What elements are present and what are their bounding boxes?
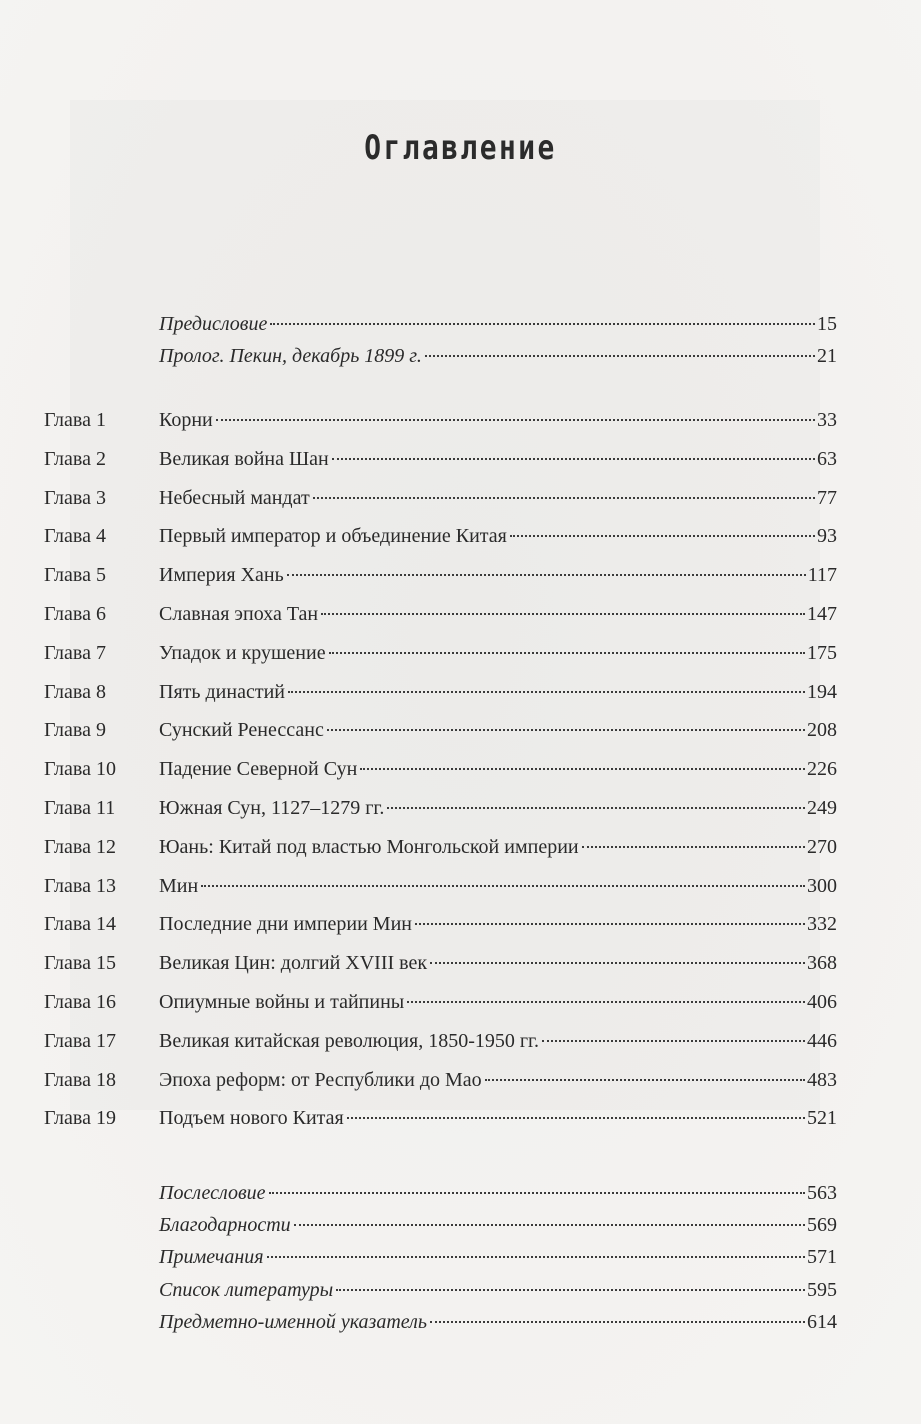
page-number: 226 xyxy=(807,758,837,780)
chapter-label: Глава 7 xyxy=(44,642,106,664)
toc-entry xyxy=(159,560,837,590)
dot-leader xyxy=(321,613,805,615)
page-number: 483 xyxy=(807,1069,837,1091)
toc-chapter-row xyxy=(0,793,921,823)
toc-chapter-row xyxy=(0,599,921,629)
toc-chapter-row xyxy=(0,987,921,1017)
page-number: 175 xyxy=(807,642,837,664)
toc-back-matter-row xyxy=(0,1242,921,1272)
chapter-label: Глава 13 xyxy=(44,875,116,897)
page-number: 21 xyxy=(817,345,837,367)
toc-entry xyxy=(159,341,837,371)
entry-title: Южная Сун, 1127–1279 гг. xyxy=(159,797,385,819)
chapter-label: Глава 19 xyxy=(44,1107,116,1129)
toc-entry xyxy=(159,1210,837,1240)
dot-leader xyxy=(415,923,805,925)
toc-entry xyxy=(159,1242,837,1272)
page-number: 300 xyxy=(807,875,837,897)
dot-leader xyxy=(287,574,806,576)
dot-leader xyxy=(216,419,815,421)
entry-title: Послесловие xyxy=(159,1182,266,1204)
entry-title: Подъем нового Китая xyxy=(159,1107,344,1129)
chapter-label: Глава 4 xyxy=(44,525,106,547)
dot-leader xyxy=(360,768,805,770)
toc-front-matter-row xyxy=(0,341,921,371)
chapter-label: Глава 12 xyxy=(44,836,116,858)
page-number: 595 xyxy=(807,1279,837,1301)
entry-title: Великая китайская революция, 1850-1950 гг. xyxy=(159,1030,539,1052)
entry-title: Пять династий xyxy=(159,681,285,703)
chapter-label: Глава 6 xyxy=(44,603,106,625)
entry-title: Великая Цин: долгий XVIII век xyxy=(159,952,428,974)
chapter-label: Глава 10 xyxy=(44,758,116,780)
page-number: 521 xyxy=(807,1107,837,1129)
dot-leader xyxy=(269,1192,805,1194)
toc-entry xyxy=(159,1103,837,1133)
dot-leader xyxy=(542,1040,805,1042)
entry-title: Мин xyxy=(159,875,199,897)
dot-leader xyxy=(294,1224,805,1226)
page-number: 15 xyxy=(817,313,837,335)
page-number: 406 xyxy=(807,991,837,1013)
entry-title: Первый император и объединение Китая xyxy=(159,525,507,547)
entry-title: Упадок и крушение xyxy=(159,642,326,664)
page-number: 571 xyxy=(807,1246,837,1268)
toc-entry xyxy=(159,871,837,901)
entry-title: Славная эпоха Тан xyxy=(159,603,319,625)
toc-entry xyxy=(159,987,837,1017)
dot-leader xyxy=(387,807,805,809)
toc-chapter-row xyxy=(0,444,921,474)
chapter-label: Глава 17 xyxy=(44,1030,116,1052)
toc-chapter-row xyxy=(0,1103,921,1133)
toc-chapter-row xyxy=(0,1026,921,1056)
toc-chapter-row xyxy=(0,909,921,939)
toc-entry xyxy=(159,309,837,339)
toc-back-matter-row xyxy=(0,1210,921,1240)
dot-leader xyxy=(425,355,815,357)
toc-chapter-row xyxy=(0,715,921,745)
dot-leader xyxy=(313,497,815,499)
toc-back-matter-row xyxy=(0,1307,921,1337)
dot-leader xyxy=(347,1117,805,1119)
toc-entry xyxy=(159,444,837,474)
entry-title: Падение Северной Сун xyxy=(159,758,358,780)
entry-title: Список литературы xyxy=(159,1279,334,1301)
page-number: 93 xyxy=(817,525,837,547)
toc-entry xyxy=(159,677,837,707)
page-number: 117 xyxy=(807,564,837,586)
dot-leader xyxy=(201,885,805,887)
entry-title: Великая война Шан xyxy=(159,448,329,470)
toc-entry xyxy=(159,405,837,435)
toc-back-matter-row xyxy=(0,1178,921,1208)
page-number: 332 xyxy=(807,913,837,935)
chapter-label: Глава 1 xyxy=(44,409,106,431)
dot-leader xyxy=(407,1001,805,1003)
toc-entry xyxy=(159,948,837,978)
toc-chapter-row xyxy=(0,832,921,862)
toc-entry xyxy=(159,909,837,939)
page-number: 77 xyxy=(817,487,837,509)
dot-leader xyxy=(270,323,815,325)
dot-leader xyxy=(430,1321,805,1323)
toc-entry xyxy=(159,521,837,551)
toc-chapter-row xyxy=(0,754,921,784)
dot-leader xyxy=(288,691,805,693)
entry-title: Небесный мандат xyxy=(159,487,310,509)
entry-title: Опиумные войны и тайпины xyxy=(159,991,405,1013)
page-number: 368 xyxy=(807,952,837,974)
toc-entry xyxy=(159,483,837,513)
dot-leader xyxy=(485,1079,805,1081)
chapter-label: Глава 3 xyxy=(44,487,106,509)
dot-leader xyxy=(332,458,815,460)
page-number: 194 xyxy=(807,681,837,703)
toc-entry xyxy=(159,715,837,745)
toc-entry xyxy=(159,1065,837,1095)
page-number: 270 xyxy=(807,836,837,858)
page-number: 563 xyxy=(807,1182,837,1204)
toc-entry xyxy=(159,754,837,784)
dot-leader xyxy=(430,962,805,964)
toc-entry xyxy=(159,1026,837,1056)
chapter-label: Глава 11 xyxy=(44,797,116,819)
toc-chapter-row xyxy=(0,948,921,978)
toc-front-matter-row xyxy=(0,309,921,339)
chapter-label: Глава 9 xyxy=(44,719,106,741)
page-number: 446 xyxy=(807,1030,837,1052)
dot-leader xyxy=(329,652,805,654)
entry-title: Эпоха реформ: от Республики до Мао xyxy=(159,1069,482,1091)
page-number: 208 xyxy=(807,719,837,741)
toc-chapter-row xyxy=(0,521,921,551)
toc-entry xyxy=(159,1178,837,1208)
entry-title: Юань: Китай под властью Монгольской империи xyxy=(159,836,579,858)
dot-leader xyxy=(327,729,805,731)
entry-title: Пролог. Пекин, декабрь 1899 г. xyxy=(159,345,422,367)
chapter-label: Глава 15 xyxy=(44,952,116,974)
dot-leader xyxy=(336,1289,805,1291)
toc-chapter-row xyxy=(0,483,921,513)
entry-title: Благодарности xyxy=(159,1214,291,1236)
page-number: 249 xyxy=(807,797,837,819)
toc-chapter-row xyxy=(0,677,921,707)
toc-chapter-row xyxy=(0,1065,921,1095)
chapter-label: Глава 8 xyxy=(44,681,106,703)
dot-leader xyxy=(267,1256,805,1258)
page-number: 33 xyxy=(817,409,837,431)
page-number: 147 xyxy=(807,603,837,625)
toc-entry xyxy=(159,1307,837,1337)
entry-title: Корни xyxy=(159,409,213,431)
entry-title: Последние дни империи Мин xyxy=(159,913,412,935)
chapter-label: Глава 5 xyxy=(44,564,106,586)
chapter-label: Глава 16 xyxy=(44,991,116,1013)
entry-title: Предисловие xyxy=(159,313,268,335)
toc-chapter-row xyxy=(0,871,921,901)
chapter-label: Глава 14 xyxy=(44,913,116,935)
toc-entry xyxy=(159,1275,837,1305)
toc-chapter-row xyxy=(0,638,921,668)
toc-chapter-row xyxy=(0,560,921,590)
entry-title: Сунский Ренессанс xyxy=(159,719,324,741)
page-number: 569 xyxy=(807,1214,837,1236)
chapter-label: Глава 18 xyxy=(44,1069,116,1091)
page-title: Оглавление xyxy=(364,128,557,168)
entry-title: Предметно-именной указатель xyxy=(159,1311,428,1333)
chapter-label: Глава 2 xyxy=(44,448,106,470)
toc-entry xyxy=(159,832,837,862)
toc-entry xyxy=(159,599,837,629)
toc-back-matter-row xyxy=(0,1275,921,1305)
dot-leader xyxy=(510,535,815,537)
dot-leader xyxy=(582,846,805,848)
entry-title: Примечания xyxy=(159,1246,264,1268)
page-number: 614 xyxy=(807,1311,837,1333)
toc-entry xyxy=(159,793,837,823)
toc-entry xyxy=(159,638,837,668)
page-number: 63 xyxy=(817,448,837,470)
entry-title: Империя Хань xyxy=(159,564,284,586)
toc-chapter-row xyxy=(0,405,921,435)
